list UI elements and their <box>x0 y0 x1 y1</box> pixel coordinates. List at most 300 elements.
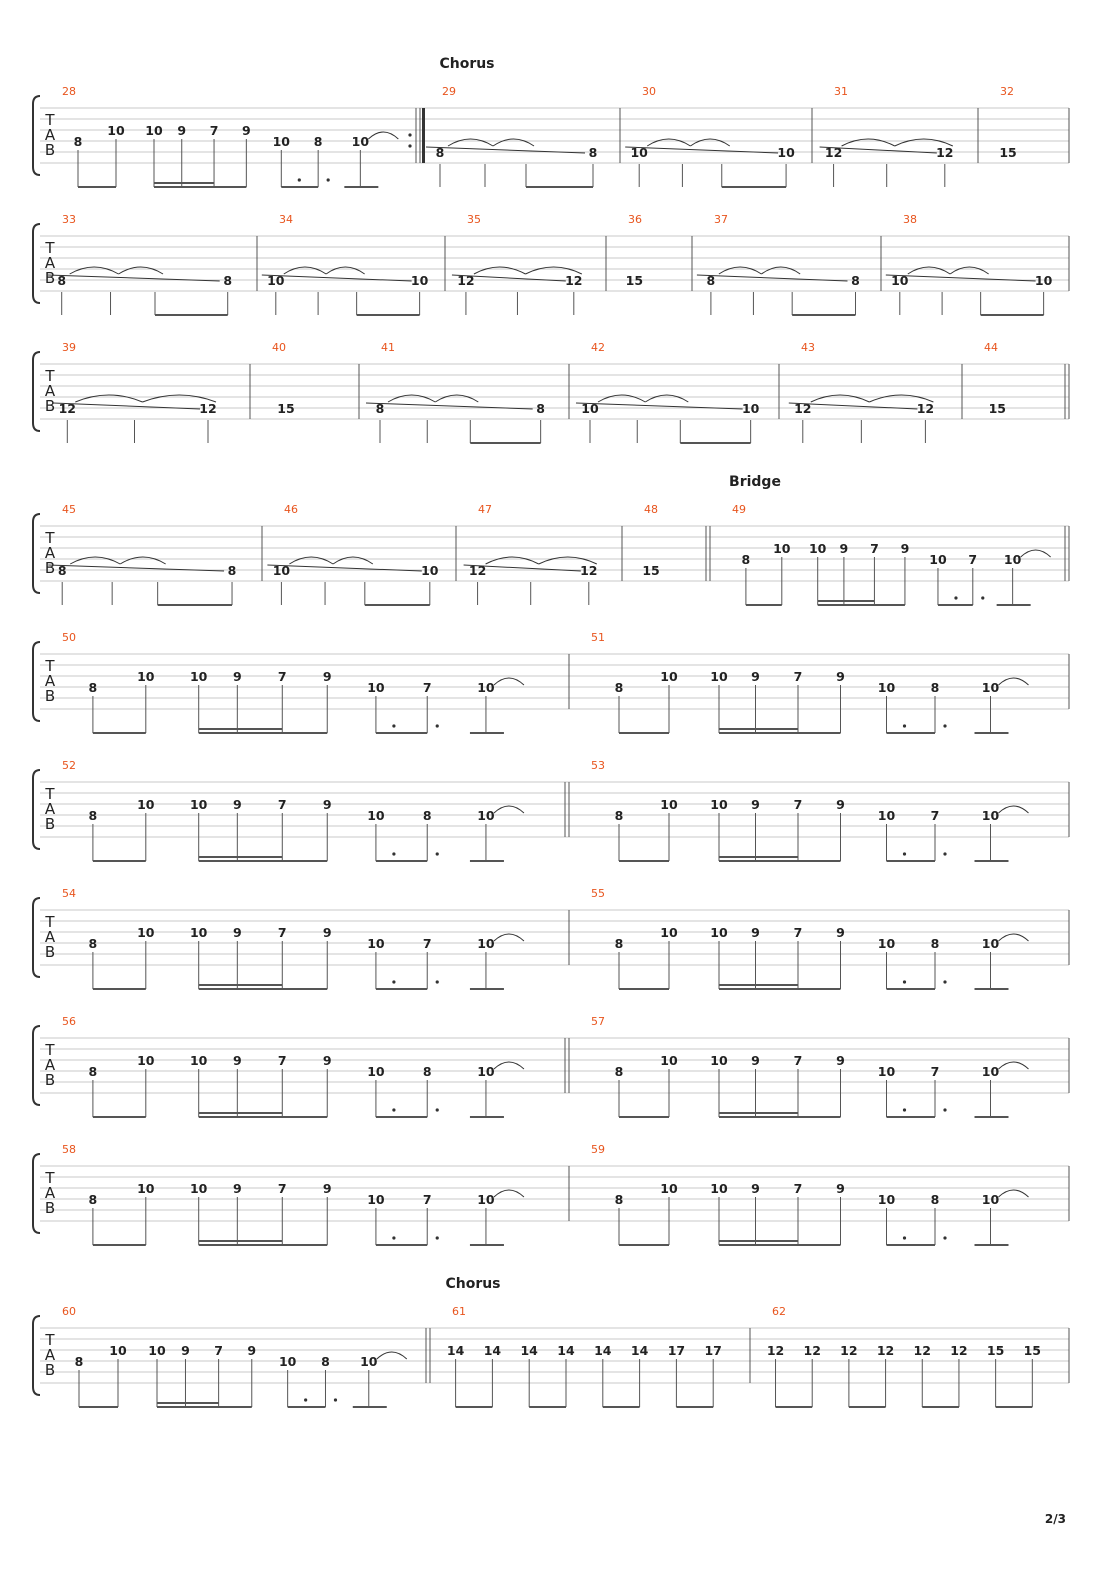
fret-number: 15 <box>986 1343 1005 1358</box>
fret-number: 10 <box>477 936 495 951</box>
fret-number: 9 <box>900 541 910 556</box>
rhythm-dot <box>436 980 439 983</box>
fret-number: 9 <box>751 925 760 940</box>
fret-number: 15 <box>625 273 644 288</box>
bar-number: 49 <box>732 503 746 516</box>
tie-arc <box>842 139 895 146</box>
fret-number: 9 <box>232 1053 242 1068</box>
fret-number: 8 <box>88 808 98 823</box>
rhythm-dot <box>943 980 946 983</box>
rhythm-dot <box>392 1236 395 1239</box>
measure <box>272 341 295 416</box>
fret-number: 9 <box>322 797 332 812</box>
bar-number: 56 <box>62 1015 76 1028</box>
measure <box>984 341 1065 419</box>
fret-number: 7 <box>277 669 287 684</box>
tie-arc <box>494 934 524 941</box>
fret-number: 12 <box>199 401 217 416</box>
fret-number: 7 <box>277 797 287 812</box>
fret-number: 10 <box>410 273 429 288</box>
system-bracket <box>33 352 40 431</box>
fret-number: 10 <box>477 1064 495 1079</box>
fret-number: 8 <box>930 936 940 951</box>
fret-number: 9 <box>836 925 845 940</box>
system-bracket <box>33 224 40 303</box>
fret-number: 8 <box>706 273 716 288</box>
fret-number: 9 <box>232 669 242 684</box>
tab-clef-letter: A <box>44 544 56 562</box>
tab-clef-letter: A <box>44 382 56 400</box>
fret-number: 10 <box>137 1181 155 1196</box>
fret-number: 10 <box>109 1343 127 1358</box>
measure <box>642 503 706 581</box>
bar-number: 39 <box>62 341 76 354</box>
measure <box>999 85 1016 160</box>
section-label: Chorus <box>445 1276 501 1292</box>
fret-number: 10 <box>351 134 370 149</box>
tab-clef-letter: T <box>45 657 55 675</box>
fret-number: 10 <box>367 936 385 951</box>
rhythm-dot <box>943 1108 946 1111</box>
fret-number: 10 <box>981 1192 1000 1207</box>
fret-number: 12 <box>916 401 935 416</box>
fret-number: 14 <box>520 1343 538 1358</box>
tab-system <box>33 213 1069 315</box>
tie-arc <box>494 1062 524 1069</box>
fret-number: 12 <box>950 1343 968 1358</box>
fret-number: 9 <box>232 1181 242 1196</box>
fret-number: 8 <box>435 145 445 160</box>
bar-number: 48 <box>644 503 658 516</box>
system-bracket <box>33 898 40 977</box>
tie-arc <box>999 806 1029 813</box>
tie-arc <box>486 557 539 564</box>
bar-number: 30 <box>642 85 656 98</box>
fret-number: 8 <box>375 401 385 416</box>
fret-number: 10 <box>710 797 728 812</box>
tab-clef-letter: T <box>45 1331 55 1349</box>
system-bracket <box>33 770 40 849</box>
tie-arc <box>950 267 989 274</box>
tab-clef-letter: A <box>44 928 56 946</box>
fret-number: 10 <box>272 563 291 578</box>
tab-clef-letter: T <box>45 913 55 931</box>
rhythm-dot <box>298 178 301 181</box>
fret-number: 7 <box>793 1181 803 1196</box>
fret-number: 10 <box>877 936 896 951</box>
measure <box>464 503 598 605</box>
measure <box>267 503 438 605</box>
tab-clef-letter: T <box>45 1041 55 1059</box>
fret-number: 9 <box>232 797 242 812</box>
bar-number: 41 <box>381 341 395 354</box>
rhythm-dot <box>903 980 906 983</box>
fret-number: 8 <box>930 1192 940 1207</box>
tab-clef-letter: A <box>44 1346 56 1364</box>
tab-clef-letter: B <box>44 269 56 287</box>
fret-number: 9 <box>241 123 251 138</box>
rhythm-dot <box>981 596 984 599</box>
bar-number: 36 <box>628 213 642 226</box>
measure <box>886 213 1053 315</box>
measure <box>62 1015 565 1117</box>
fret-number: 10 <box>808 541 827 556</box>
fret-number: 9 <box>232 925 242 940</box>
tie-arc <box>494 1190 524 1197</box>
fret-number: 12 <box>876 1343 895 1358</box>
measure <box>789 341 934 443</box>
rhythm-dot <box>903 1108 906 1111</box>
fret-number: 8 <box>88 1192 98 1207</box>
measure <box>697 213 860 315</box>
bar-number: 46 <box>284 503 298 516</box>
bar-number: 47 <box>478 503 492 516</box>
tab-clef-letter: B <box>44 1071 56 1089</box>
tie-arc <box>999 934 1029 941</box>
fret-number: 10 <box>929 552 947 567</box>
fret-number: 9 <box>751 797 760 812</box>
rhythm-dot <box>392 1108 395 1111</box>
measure <box>53 341 216 443</box>
system-bracket <box>33 1316 40 1395</box>
fret-number: 10 <box>189 669 208 684</box>
fret-number: 7 <box>214 1343 223 1358</box>
tab-clef-letter: T <box>45 367 55 385</box>
fret-number: 10 <box>710 669 728 684</box>
tie-arc <box>119 267 163 274</box>
system-bracket <box>33 1026 40 1105</box>
fret-number: 10 <box>367 808 385 823</box>
fret-number: 7 <box>422 1192 432 1207</box>
fret-number: 15 <box>999 145 1017 160</box>
fret-number: 9 <box>751 1181 760 1196</box>
bar-number: 38 <box>903 213 917 226</box>
tie-arc <box>284 267 326 274</box>
fret-number: 10 <box>660 1053 678 1068</box>
fret-number: 8 <box>614 1064 624 1079</box>
tie-arc <box>494 678 524 685</box>
repeat-dot <box>408 133 411 136</box>
fret-number: 10 <box>981 808 1000 823</box>
page-number: 2/3 <box>1044 1512 1066 1526</box>
fret-number: 12 <box>913 1343 931 1358</box>
bar-number: 37 <box>714 213 728 226</box>
bar-number: 45 <box>62 503 76 516</box>
tie-arc <box>1021 550 1051 557</box>
fret-number: 8 <box>57 273 67 288</box>
tie-arc <box>435 395 478 402</box>
tab-system <box>33 341 1069 443</box>
bar-number: 33 <box>62 213 76 226</box>
measure <box>62 887 524 989</box>
fret-number: 15 <box>988 401 1007 416</box>
fret-number: 8 <box>73 134 83 149</box>
bar-number: 40 <box>272 341 286 354</box>
fret-number: 9 <box>836 797 845 812</box>
fret-number: 10 <box>477 1192 495 1207</box>
fret-number: 15 <box>1023 1343 1042 1358</box>
tab-clef-letter: B <box>44 141 56 159</box>
fret-number: 10 <box>981 936 1000 951</box>
bar-number: 32 <box>1000 85 1014 98</box>
fret-number: 7 <box>793 925 803 940</box>
fret-number: 10 <box>1034 273 1053 288</box>
fret-number: 10 <box>891 273 909 288</box>
fret-number: 10 <box>189 797 208 812</box>
rhythm-dot <box>903 852 906 855</box>
fret-number: 10 <box>189 925 208 940</box>
fret-number: 8 <box>614 680 624 695</box>
tie-arc <box>70 267 119 274</box>
fret-number: 9 <box>181 1343 190 1358</box>
fret-number: 10 <box>1003 552 1022 567</box>
tie-arc <box>388 395 435 402</box>
tab-clef-letter: A <box>44 800 56 818</box>
fret-number: 12 <box>457 273 475 288</box>
fret-number: 8 <box>930 680 940 695</box>
tie-arc <box>999 678 1029 685</box>
measure <box>591 759 1029 861</box>
fret-number: 9 <box>839 541 849 556</box>
bar-number: 61 <box>452 1305 466 1318</box>
fret-number: 8 <box>227 563 237 578</box>
rhythm-dot <box>943 724 946 727</box>
fret-number: 8 <box>74 1354 84 1369</box>
fret-number: 7 <box>793 669 803 684</box>
fret-number: 10 <box>272 134 291 149</box>
tab-system <box>33 1276 1069 1407</box>
rhythm-dot <box>903 1236 906 1239</box>
bar-number: 60 <box>62 1305 76 1318</box>
bar-number: 52 <box>62 759 76 772</box>
fret-number: 14 <box>446 1343 465 1358</box>
fret-number: 9 <box>322 1181 332 1196</box>
tab-clef-letter: A <box>44 254 56 272</box>
fret-number: 10 <box>773 541 791 556</box>
fret-number: 8 <box>536 401 546 416</box>
fret-number: 8 <box>614 808 624 823</box>
fret-number: 8 <box>422 1064 432 1079</box>
fret-number: 12 <box>766 1343 785 1358</box>
fret-number: 12 <box>936 145 954 160</box>
fret-number: 8 <box>422 808 432 823</box>
tab-system <box>33 474 1069 605</box>
measure <box>62 759 565 861</box>
tie-arc <box>70 557 120 564</box>
fret-number: 7 <box>793 1053 803 1068</box>
fret-number: 7 <box>793 797 803 812</box>
fret-number: 9 <box>836 669 845 684</box>
tie-arc <box>120 557 166 564</box>
fret-number: 12 <box>58 401 77 416</box>
tab-system <box>33 1015 1069 1117</box>
tie-arc <box>645 395 688 402</box>
fret-number: 8 <box>88 936 98 951</box>
system-bracket <box>33 96 40 175</box>
measure <box>591 631 1029 733</box>
tie-arc <box>999 1062 1029 1069</box>
bar-number: 35 <box>467 213 481 226</box>
rhythm-dot <box>436 724 439 727</box>
tab-system <box>33 759 1069 861</box>
tab-clef-letter: B <box>44 1361 56 1379</box>
fret-number: 8 <box>88 1064 98 1079</box>
tab-clef-letter: B <box>44 559 56 577</box>
fret-number: 8 <box>321 1354 330 1369</box>
measure <box>62 1305 426 1407</box>
tab-clef-letter: T <box>45 529 55 547</box>
fret-number: 10 <box>477 680 495 695</box>
fret-number: 10 <box>421 563 439 578</box>
tie-arc <box>999 1190 1029 1197</box>
fret-number: 7 <box>930 808 940 823</box>
fret-number: 12 <box>794 401 812 416</box>
measure <box>767 1305 1041 1407</box>
fret-number: 10 <box>477 808 495 823</box>
fret-number: 8 <box>614 1192 624 1207</box>
fret-number: 9 <box>836 1181 845 1196</box>
rhythm-dot <box>392 980 395 983</box>
fret-number: 8 <box>313 134 323 149</box>
bar-number: 54 <box>62 887 76 900</box>
fret-number: 8 <box>223 273 233 288</box>
fret-number: 10 <box>137 1053 155 1068</box>
measure <box>820 85 954 187</box>
tab-clef-letter: A <box>44 1056 56 1074</box>
measure <box>62 85 416 187</box>
fret-number: 7 <box>422 680 432 695</box>
fret-number: 10 <box>710 1053 728 1068</box>
measure <box>447 1305 722 1407</box>
system-bracket <box>33 514 40 593</box>
tab-clef-letter: B <box>44 397 56 415</box>
tie-arc <box>690 139 729 146</box>
rhythm-dot <box>436 1108 439 1111</box>
bar-number: 57 <box>591 1015 605 1028</box>
tie-arc <box>289 557 333 564</box>
fret-number: 8 <box>588 145 598 160</box>
rhythm-dot <box>304 1398 307 1401</box>
rhythm-dot <box>334 1398 337 1401</box>
fret-number: 14 <box>557 1343 575 1358</box>
fret-number: 12 <box>580 563 598 578</box>
system-bracket <box>33 642 40 721</box>
fret-number: 15 <box>277 401 295 416</box>
tie-arc <box>598 395 645 402</box>
tab-clef-letter: B <box>44 1199 56 1217</box>
rhythm-dot <box>954 596 957 599</box>
fret-number: 10 <box>877 808 896 823</box>
fret-number: 10 <box>981 1064 1000 1079</box>
tie-arc <box>908 267 950 274</box>
fret-number: 12 <box>824 145 843 160</box>
rhythm-dot <box>436 852 439 855</box>
tab-system <box>33 887 1069 989</box>
fret-number: 17 <box>667 1343 686 1358</box>
fret-number: 10 <box>137 925 155 940</box>
fret-number: 7 <box>968 552 978 567</box>
fret-number: 8 <box>741 552 751 567</box>
fret-number: 9 <box>751 1053 760 1068</box>
tie-arc <box>761 267 800 274</box>
tab-clef-letter: T <box>45 785 55 803</box>
fret-number: 10 <box>877 680 896 695</box>
fret-number: 10 <box>877 1192 896 1207</box>
tab-clef-letter: B <box>44 943 56 961</box>
fret-number: 12 <box>468 563 487 578</box>
fret-number: 10 <box>145 123 163 138</box>
fret-number: 10 <box>107 123 125 138</box>
measure <box>366 341 545 443</box>
bar-number: 34 <box>279 213 293 226</box>
fret-number: 10 <box>660 669 678 684</box>
tie-arc <box>719 267 762 274</box>
tab-system <box>33 1143 1069 1245</box>
fret-number: 10 <box>741 401 760 416</box>
fret-number: 10 <box>981 680 1000 695</box>
rhythm-dot <box>327 178 330 181</box>
fret-number: 10 <box>137 669 155 684</box>
fret-number: 12 <box>840 1343 858 1358</box>
fret-number: 10 <box>267 273 285 288</box>
measure <box>62 631 524 733</box>
tie-arc <box>811 395 870 402</box>
tie-arc <box>448 139 493 146</box>
fret-number: 10 <box>660 1181 678 1196</box>
measure <box>62 1143 524 1245</box>
fret-number: 10 <box>581 401 599 416</box>
fret-number: 8 <box>88 680 98 695</box>
measure <box>452 213 583 315</box>
fret-number: 10 <box>877 1064 896 1079</box>
fret-number: 10 <box>710 925 728 940</box>
system-bracket <box>33 1154 40 1233</box>
fret-number: 9 <box>177 123 187 138</box>
bar-number: 44 <box>984 341 998 354</box>
fret-number: 10 <box>710 1181 728 1196</box>
tab-clef-letter: B <box>44 687 56 705</box>
rhythm-dot <box>943 852 946 855</box>
fret-number: 12 <box>565 273 583 288</box>
tie-arc <box>333 557 373 564</box>
fret-number: 10 <box>148 1343 166 1358</box>
fret-number: 10 <box>660 925 678 940</box>
fret-number: 10 <box>189 1181 208 1196</box>
rhythm-dot <box>392 852 395 855</box>
measure <box>262 213 429 315</box>
tie-arc <box>474 267 526 274</box>
tie-arc <box>493 139 534 146</box>
tab-system <box>33 56 1069 187</box>
fret-number: 7 <box>422 936 432 951</box>
section-label: Chorus <box>439 56 495 72</box>
fret-number: 7 <box>277 1053 287 1068</box>
rhythm-dot <box>392 724 395 727</box>
rhythm-dot <box>903 724 906 727</box>
fret-number: 7 <box>277 1181 287 1196</box>
bar-number: 42 <box>591 341 605 354</box>
tab-clef-letter: A <box>44 672 56 690</box>
tab-clef-letter: A <box>44 126 56 144</box>
fret-number: 7 <box>870 541 879 556</box>
fret-number: 8 <box>57 563 67 578</box>
fret-number: 14 <box>594 1343 612 1358</box>
fret-number: 10 <box>660 797 678 812</box>
tab-clef-letter: A <box>44 1184 56 1202</box>
fret-number: 9 <box>322 925 332 940</box>
bar-number: 29 <box>442 85 456 98</box>
section-label: Bridge <box>729 474 781 490</box>
